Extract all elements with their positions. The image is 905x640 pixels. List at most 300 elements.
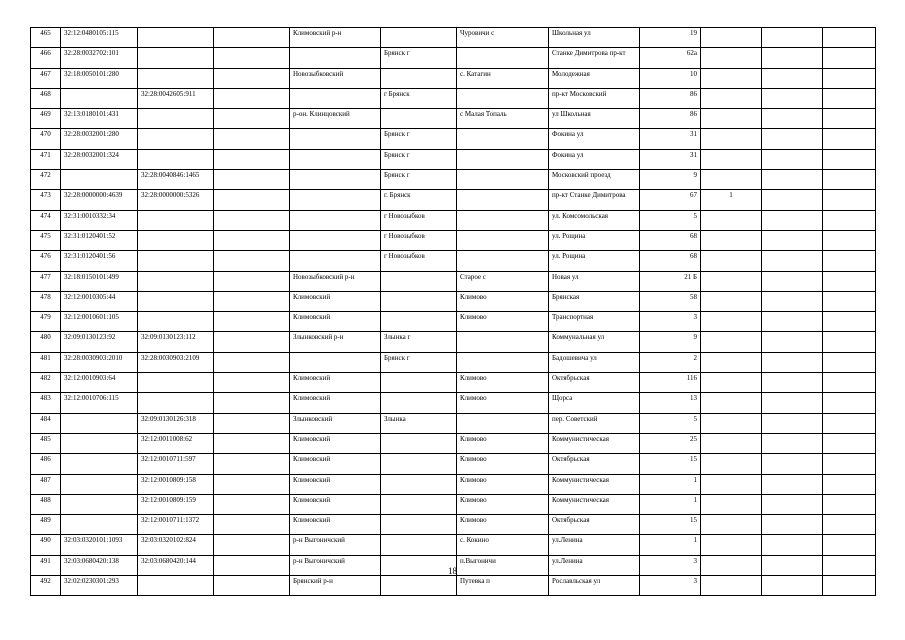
- empty-cell: [823, 515, 876, 535]
- row-number-cell: 484: [31, 413, 61, 433]
- empty-cell: [762, 129, 823, 149]
- apartment-cell: 1: [701, 190, 762, 210]
- cadastral-number-cell: [61, 454, 138, 474]
- empty-cell: [823, 373, 876, 393]
- table-row: [31, 494, 876, 514]
- house-number-cell: 9: [640, 332, 701, 352]
- street-cell: ул.Ленина: [549, 535, 640, 555]
- cadastral-number-2-cell: [138, 230, 214, 250]
- empty-cell: [762, 393, 823, 413]
- empty-cell: [823, 149, 876, 169]
- cadastral-number-cell: 32:28:0032001:324: [61, 149, 138, 169]
- district-cell: р-н Выгоничский: [290, 535, 381, 555]
- row-number-cell: 468: [31, 88, 61, 108]
- table-row: [31, 271, 876, 291]
- cadastral-number-cell: 32:02:0230301:293: [61, 576, 138, 596]
- empty-cell: [762, 352, 823, 372]
- district-cell: Злынковский р-н: [290, 332, 381, 352]
- apartment-cell: [701, 230, 762, 250]
- apartment-cell: [701, 576, 762, 596]
- table-row: [31, 149, 876, 169]
- house-number-cell: 10: [640, 68, 701, 88]
- district-cell: Климовский: [290, 474, 381, 494]
- empty-cell: [214, 210, 290, 230]
- street-cell: Школьная ул: [549, 28, 640, 48]
- house-number-cell: 62а: [640, 48, 701, 68]
- table-row: [31, 291, 876, 311]
- apartment-cell: [701, 312, 762, 332]
- district-cell: [290, 230, 381, 250]
- empty-cell: [214, 433, 290, 453]
- cadastral-number-2-cell: [138, 210, 214, 230]
- empty-cell: [823, 109, 876, 129]
- district-cell: Климовский: [290, 373, 381, 393]
- empty-cell: [214, 170, 290, 190]
- street-cell: Станке Димитрова пр-кт: [549, 48, 640, 68]
- table-row: [31, 230, 876, 250]
- row-number-cell: 465: [31, 28, 61, 48]
- empty-cell: [762, 28, 823, 48]
- empty-cell: [823, 88, 876, 108]
- district-cell: Злынковский: [290, 413, 381, 433]
- empty-cell: [823, 535, 876, 555]
- empty-cell: [823, 28, 876, 48]
- apartment-cell: [701, 291, 762, 311]
- cadastral-number-2-cell: 32:28:0030903:2109: [138, 352, 214, 372]
- locality-cell: Климово: [457, 474, 549, 494]
- street-cell: Молодежная: [549, 68, 640, 88]
- row-number-cell: 490: [31, 535, 61, 555]
- empty-cell: [762, 515, 823, 535]
- cadastral-number-cell: [61, 433, 138, 453]
- row-number-cell: 476: [31, 251, 61, 271]
- row-number-cell: 485: [31, 433, 61, 453]
- empty-cell: [823, 454, 876, 474]
- table-row: [31, 129, 876, 149]
- street-cell: ул Школьная: [549, 109, 640, 129]
- empty-cell: [823, 251, 876, 271]
- district-cell: [290, 129, 381, 149]
- street-cell: ул.Ленина: [549, 555, 640, 575]
- street-cell: пер. Советский: [549, 413, 640, 433]
- apartment-cell: [701, 373, 762, 393]
- table-row: [31, 312, 876, 332]
- district-cell: Климовский р-н: [290, 28, 381, 48]
- street-cell: Бадошевича ул: [549, 352, 640, 372]
- empty-cell: [214, 48, 290, 68]
- row-number-cell: 482: [31, 373, 61, 393]
- city-cell: г. Брянск: [381, 190, 457, 210]
- table-row: [31, 373, 876, 393]
- apartment-cell: [701, 515, 762, 535]
- cadastral-number-2-cell: [138, 48, 214, 68]
- locality-cell: Климово: [457, 291, 549, 311]
- empty-cell: [214, 352, 290, 372]
- row-number-cell: 480: [31, 332, 61, 352]
- cadastral-number-2-cell: [138, 129, 214, 149]
- page-number: 18: [448, 566, 457, 576]
- cadastral-number-cell: 32:12:0010305:44: [61, 291, 138, 311]
- empty-cell: [214, 88, 290, 108]
- locality-cell: Климово: [457, 393, 549, 413]
- city-cell: [381, 271, 457, 291]
- empty-cell: [823, 291, 876, 311]
- cadastral-number-cell: 32:28:0032702:101: [61, 48, 138, 68]
- row-number-cell: 473: [31, 190, 61, 210]
- apartment-cell: [701, 28, 762, 48]
- cadastral-number-cell: [61, 170, 138, 190]
- empty-cell: [214, 494, 290, 514]
- cadastral-number-cell: [61, 88, 138, 108]
- house-number-cell: 3: [640, 312, 701, 332]
- cadastral-number-2-cell: [138, 373, 214, 393]
- empty-cell: [823, 68, 876, 88]
- cadastral-number-2-cell: 32:03:0320102:824: [138, 535, 214, 555]
- cadastral-number-cell: 32:18:0150101:499: [61, 271, 138, 291]
- house-number-cell: 86: [640, 88, 701, 108]
- cadastral-number-cell: [61, 413, 138, 433]
- locality-cell: Климово: [457, 312, 549, 332]
- empty-cell: [823, 129, 876, 149]
- empty-cell: [214, 291, 290, 311]
- apartment-cell: [701, 129, 762, 149]
- empty-cell: [762, 373, 823, 393]
- house-number-cell: 68: [640, 251, 701, 271]
- apartment-cell: [701, 170, 762, 190]
- cadastral-number-2-cell: 32:03:0680420:144: [138, 555, 214, 575]
- empty-cell: [214, 230, 290, 250]
- row-number-cell: 469: [31, 109, 61, 129]
- empty-cell: [214, 68, 290, 88]
- locality-cell: Климово: [457, 433, 549, 453]
- empty-cell: [823, 170, 876, 190]
- cadastral-number-2-cell: [138, 291, 214, 311]
- table-row: [31, 170, 876, 190]
- district-cell: р-он. Клинцовский: [290, 109, 381, 129]
- address-table: [30, 27, 876, 596]
- table-row: [31, 88, 876, 108]
- house-number-cell: 1: [640, 474, 701, 494]
- empty-cell: [214, 413, 290, 433]
- street-cell: Щорса: [549, 393, 640, 413]
- house-number-cell: 86: [640, 109, 701, 129]
- house-number-cell: 116: [640, 373, 701, 393]
- cadastral-number-2-cell: [138, 251, 214, 271]
- empty-cell: [214, 271, 290, 291]
- city-cell: [381, 494, 457, 514]
- cadastral-number-cell: 32:12:0010706:115: [61, 393, 138, 413]
- cadastral-number-2-cell: 32:09:0130123:112: [138, 332, 214, 352]
- empty-cell: [823, 494, 876, 514]
- empty-cell: [762, 474, 823, 494]
- cadastral-number-cell: [61, 474, 138, 494]
- empty-cell: [823, 433, 876, 453]
- empty-cell: [823, 352, 876, 372]
- city-cell: г Новозыбков: [381, 210, 457, 230]
- city-cell: [381, 454, 457, 474]
- empty-cell: [214, 312, 290, 332]
- cadastral-number-cell: 32:12:0010903:64: [61, 373, 138, 393]
- empty-cell: [214, 393, 290, 413]
- empty-cell: [823, 393, 876, 413]
- cadastral-number-2-cell: 32:28:0040846:1465: [138, 170, 214, 190]
- empty-cell: [214, 109, 290, 129]
- locality-cell: Путевка п: [457, 576, 549, 596]
- empty-cell: [823, 312, 876, 332]
- cadastral-number-2-cell: 32:09:0130126:318: [138, 413, 214, 433]
- empty-cell: [214, 190, 290, 210]
- locality-cell: [457, 170, 549, 190]
- row-number-cell: 478: [31, 291, 61, 311]
- row-number-cell: 487: [31, 474, 61, 494]
- cadastral-number-cell: 32:13:0180101:431: [61, 109, 138, 129]
- empty-cell: [762, 251, 823, 271]
- street-cell: Рославльская ул: [549, 576, 640, 596]
- apartment-cell: [701, 251, 762, 271]
- locality-cell: [457, 129, 549, 149]
- house-number-cell: 1: [640, 535, 701, 555]
- district-cell: [290, 170, 381, 190]
- empty-cell: [762, 433, 823, 453]
- empty-cell: [762, 88, 823, 108]
- apartment-cell: [701, 454, 762, 474]
- street-cell: Фокина ул: [549, 129, 640, 149]
- empty-cell: [762, 576, 823, 596]
- cadastral-number-2-cell: [138, 393, 214, 413]
- empty-cell: [762, 291, 823, 311]
- cadastral-number-cell: 32:12:0480105:115: [61, 28, 138, 48]
- city-cell: Брянск г: [381, 170, 457, 190]
- table-row: [31, 454, 876, 474]
- apartment-cell: [701, 433, 762, 453]
- empty-cell: [214, 129, 290, 149]
- house-number-cell: 15: [640, 454, 701, 474]
- row-number-cell: 489: [31, 515, 61, 535]
- house-number-cell: 58: [640, 291, 701, 311]
- empty-cell: [214, 332, 290, 352]
- district-cell: [290, 48, 381, 68]
- locality-cell: [457, 352, 549, 372]
- district-cell: Климовский: [290, 515, 381, 535]
- empty-cell: [214, 251, 290, 271]
- city-cell: [381, 393, 457, 413]
- table-row: [31, 433, 876, 453]
- empty-cell: [762, 109, 823, 129]
- street-cell: ул. Комсомольская: [549, 210, 640, 230]
- apartment-cell: [701, 149, 762, 169]
- empty-cell: [762, 332, 823, 352]
- table-row: [31, 515, 876, 535]
- empty-cell: [214, 454, 290, 474]
- empty-cell: [214, 576, 290, 596]
- cadastral-number-2-cell: [138, 68, 214, 88]
- empty-cell: [762, 48, 823, 68]
- house-number-cell: 3: [640, 576, 701, 596]
- house-number-cell: 5: [640, 413, 701, 433]
- house-number-cell: 15: [640, 515, 701, 535]
- street-cell: пр-кт Московский: [549, 88, 640, 108]
- apartment-cell: [701, 352, 762, 372]
- city-cell: [381, 28, 457, 48]
- street-cell: Московский проезд: [549, 170, 640, 190]
- cadastral-number-cell: [61, 494, 138, 514]
- city-cell: г Новозыбков: [381, 230, 457, 250]
- district-cell: [290, 210, 381, 230]
- cadastral-number-cell: 32:12:0010601:105: [61, 312, 138, 332]
- city-cell: г Брянск: [381, 88, 457, 108]
- row-number-cell: 479: [31, 312, 61, 332]
- city-cell: Брянск г: [381, 149, 457, 169]
- house-number-cell: 25: [640, 433, 701, 453]
- cadastral-number-cell: 32:03:0320101:1093: [61, 535, 138, 555]
- cadastral-number-2-cell: 32:12:0011008:62: [138, 433, 214, 453]
- cadastral-number-2-cell: [138, 149, 214, 169]
- empty-cell: [762, 210, 823, 230]
- empty-cell: [214, 515, 290, 535]
- locality-cell: Климово: [457, 454, 549, 474]
- empty-cell: [762, 149, 823, 169]
- empty-cell: [823, 48, 876, 68]
- district-cell: [290, 352, 381, 372]
- row-number-cell: 472: [31, 170, 61, 190]
- row-number-cell: 486: [31, 454, 61, 474]
- table-row: [31, 48, 876, 68]
- locality-cell: с. Катагин: [457, 68, 549, 88]
- locality-cell: [457, 230, 549, 250]
- district-cell: Брянский р-н: [290, 576, 381, 596]
- cadastral-number-2-cell: [138, 312, 214, 332]
- empty-cell: [762, 494, 823, 514]
- district-cell: Климовский: [290, 312, 381, 332]
- empty-cell: [823, 413, 876, 433]
- street-cell: Транспортная: [549, 312, 640, 332]
- city-cell: Брянск г: [381, 48, 457, 68]
- row-number-cell: 474: [31, 210, 61, 230]
- street-cell: ул. Рощина: [549, 251, 640, 271]
- house-number-cell: 67: [640, 190, 701, 210]
- cadastral-number-cell: 32:28:0030903:2010: [61, 352, 138, 372]
- empty-cell: [214, 28, 290, 48]
- locality-cell: с Малая Топаль: [457, 109, 549, 129]
- cadastral-number-2-cell: [138, 109, 214, 129]
- district-cell: Климовский: [290, 291, 381, 311]
- city-cell: [381, 535, 457, 555]
- district-cell: [290, 149, 381, 169]
- apartment-cell: [701, 109, 762, 129]
- cadastral-number-2-cell: 32:12:0010809:158: [138, 474, 214, 494]
- locality-cell: [457, 149, 549, 169]
- row-number-cell: 477: [31, 271, 61, 291]
- city-cell: [381, 109, 457, 129]
- apartment-cell: [701, 68, 762, 88]
- empty-cell: [762, 535, 823, 555]
- locality-cell: [457, 332, 549, 352]
- house-number-cell: 2: [640, 352, 701, 372]
- locality-cell: Чуровичи с: [457, 28, 549, 48]
- cadastral-number-2-cell: [138, 271, 214, 291]
- row-number-cell: 483: [31, 393, 61, 413]
- district-cell: [290, 88, 381, 108]
- city-cell: Злынка г: [381, 332, 457, 352]
- district-cell: Климовский: [290, 494, 381, 514]
- district-cell: Новозыбковский: [290, 68, 381, 88]
- empty-cell: [214, 373, 290, 393]
- locality-cell: Климово: [457, 373, 549, 393]
- house-number-cell: 31: [640, 149, 701, 169]
- empty-cell: [762, 190, 823, 210]
- house-number-cell: 5: [640, 210, 701, 230]
- empty-cell: [762, 68, 823, 88]
- locality-cell: [457, 413, 549, 433]
- house-number-cell: 9: [640, 170, 701, 190]
- apartment-cell: [701, 48, 762, 68]
- table-row: [31, 109, 876, 129]
- apartment-cell: [701, 210, 762, 230]
- district-cell: Климовский: [290, 393, 381, 413]
- city-cell: [381, 433, 457, 453]
- table-row: [31, 413, 876, 433]
- empty-cell: [762, 230, 823, 250]
- apartment-cell: [701, 332, 762, 352]
- locality-cell: [457, 210, 549, 230]
- table-row: [31, 576, 876, 596]
- city-cell: [381, 312, 457, 332]
- empty-cell: [214, 535, 290, 555]
- city-cell: [381, 373, 457, 393]
- empty-cell: [762, 271, 823, 291]
- apartment-cell: [701, 535, 762, 555]
- city-cell: [381, 576, 457, 596]
- cadastral-number-2-cell: 32:12:0010809:159: [138, 494, 214, 514]
- row-number-cell: 492: [31, 576, 61, 596]
- house-number-cell: 3: [640, 555, 701, 575]
- cadastral-number-cell: 32:28:0000000:4639: [61, 190, 138, 210]
- street-cell: Коммунальная ул: [549, 332, 640, 352]
- locality-cell: [457, 48, 549, 68]
- house-number-cell: 13: [640, 393, 701, 413]
- empty-cell: [214, 149, 290, 169]
- street-cell: пр-кт Станке Димитрова: [549, 190, 640, 210]
- empty-cell: [823, 576, 876, 596]
- street-cell: Октябрьская: [549, 373, 640, 393]
- empty-cell: [823, 332, 876, 352]
- empty-cell: [823, 271, 876, 291]
- cadastral-number-cell: 32:28:0032001:280: [61, 129, 138, 149]
- city-cell: Брянск г: [381, 129, 457, 149]
- locality-cell: [457, 88, 549, 108]
- cadastral-number-2-cell: 32:12:0010711:597: [138, 454, 214, 474]
- empty-cell: [823, 230, 876, 250]
- table-row: [31, 535, 876, 555]
- table-row: [31, 352, 876, 372]
- locality-cell: [457, 251, 549, 271]
- street-cell: ул. Рощина: [549, 230, 640, 250]
- city-cell: Злынка: [381, 413, 457, 433]
- cadastral-number-cell: 32:31:0010332:34: [61, 210, 138, 230]
- locality-cell: Климово: [457, 515, 549, 535]
- locality-cell: [457, 190, 549, 210]
- district-cell: Климовский: [290, 433, 381, 453]
- city-cell: [381, 68, 457, 88]
- cadastral-number-cell: 32:09:0130123:92: [61, 332, 138, 352]
- locality-cell: п.Выгоничи: [457, 555, 549, 575]
- district-cell: р-н Выгоничский: [290, 555, 381, 575]
- cadastral-number-2-cell: [138, 28, 214, 48]
- cadastral-number-2-cell: 32:12:0010711:1372: [138, 515, 214, 535]
- apartment-cell: [701, 494, 762, 514]
- house-number-cell: 31: [640, 129, 701, 149]
- cadastral-number-2-cell: [138, 576, 214, 596]
